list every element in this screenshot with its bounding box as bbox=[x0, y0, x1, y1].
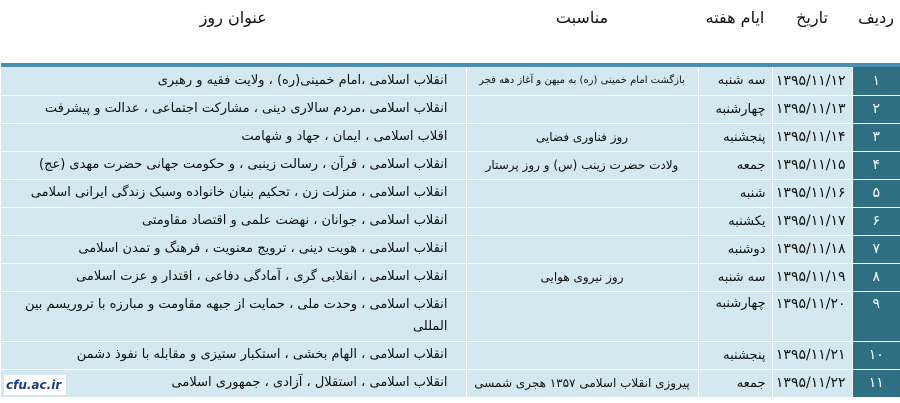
row-number: ۴ bbox=[852, 151, 900, 179]
row-occasion bbox=[466, 95, 698, 123]
table-row bbox=[1, 341, 900, 369]
row-number: ۷ bbox=[852, 235, 900, 263]
row-date: ۱۳۹۵/۱۱/۱۵ bbox=[772, 151, 852, 179]
row-day-title: انقلاب اسلامی ، جوانان ، نهضت علمی و اقتصاد مقاومتی bbox=[1, 207, 467, 235]
table-row bbox=[1, 123, 900, 151]
row-weekday: جمعه bbox=[698, 369, 772, 397]
row-weekday: سه شنبه bbox=[698, 67, 772, 95]
table-row bbox=[1, 291, 900, 341]
row-occasion bbox=[466, 207, 698, 235]
row-day-title: اقلاب اسلامی ، ایمان ، جهاد و شهامت bbox=[1, 123, 467, 151]
table-row bbox=[1, 235, 900, 263]
row-weekday: یکشنبه bbox=[698, 207, 772, 235]
row-number: ۲ bbox=[852, 95, 900, 123]
row-number: ۱۰ bbox=[852, 341, 900, 369]
row-occasion: بازگشت امام خمینی (ره) به میهن و آغاز دهه فجر bbox=[466, 67, 698, 95]
row-number: ۶ bbox=[852, 207, 900, 235]
header-occasion: مناسبت bbox=[466, 0, 698, 63]
row-date: ۱۳۹۵/۱۱/۱۴ bbox=[772, 123, 852, 151]
row-number: ۸ bbox=[852, 263, 900, 291]
row-weekday: پنجشنبه bbox=[698, 123, 772, 151]
row-date: ۱۳۹۵/۱۱/۱۲ bbox=[772, 67, 852, 95]
header-date: تاریخ bbox=[772, 0, 852, 63]
row-date: ۱۳۹۵/۱۱/۱۳ bbox=[772, 95, 852, 123]
table-row bbox=[1, 67, 900, 95]
table-row bbox=[1, 263, 900, 291]
table-header-row bbox=[1, 0, 900, 63]
table-row bbox=[1, 207, 900, 235]
row-number: ۱ bbox=[852, 67, 900, 95]
row-number: ۹ bbox=[852, 291, 900, 341]
site-logo: cfu.ac.ir bbox=[4, 375, 66, 395]
row-weekday: شنبه bbox=[698, 179, 772, 207]
row-number: ۵ bbox=[852, 179, 900, 207]
row-date: ۱۳۹۵/۱۱/۱۸ bbox=[772, 235, 852, 263]
row-day-title: انقلاب اسلامی ،امام خمینی(ره) ، ولایت فقیه و رهبری bbox=[1, 67, 467, 95]
row-day-title: انقلاب اسلامی ، قرآن ، رسالت زینبی ، و حکومت جهانی حضرت مهدی (عج) bbox=[1, 151, 467, 179]
row-date: ۱۳۹۵/۱۱/۲۱ bbox=[772, 341, 852, 369]
row-occasion bbox=[466, 235, 698, 263]
table-row bbox=[1, 179, 900, 207]
row-date: ۱۳۹۵/۱۱/۲۲ bbox=[772, 369, 852, 397]
row-date: ۱۳۹۵/۱۱/۱۷ bbox=[772, 207, 852, 235]
row-occasion: روز نیروی هوایی bbox=[466, 263, 698, 291]
row-weekday: دوشنبه bbox=[698, 235, 772, 263]
table-row bbox=[1, 95, 900, 123]
row-date: ۱۳۹۵/۱۱/۲۰ bbox=[772, 291, 852, 341]
row-occasion bbox=[466, 341, 698, 369]
row-day-title: انقلاب اسلامی ، منزلت زن ، تحکیم بنیان خانواده وسبک زندگی ایرانی اسلامی bbox=[1, 179, 467, 207]
header-day-title: عنوان روز bbox=[1, 0, 467, 63]
row-weekday: جمعه bbox=[698, 151, 772, 179]
table-row bbox=[1, 151, 900, 179]
row-occasion: پیروزی انقلاب اسلامی ۱۳۵۷ هجری شمسی bbox=[466, 369, 698, 397]
row-day-title: انقلاب اسلامی ، الهام بخشی ، استکبار ستیزی و مقابله با نفوذ دشمن bbox=[1, 341, 467, 369]
row-occasion bbox=[466, 179, 698, 207]
header-row-number: ردیف bbox=[852, 0, 900, 63]
row-date: ۱۳۹۵/۱۱/۱۶ bbox=[772, 179, 852, 207]
row-occasion: ولادت حضرت زینب (س) و روز پرستار bbox=[466, 151, 698, 179]
row-date: ۱۳۹۵/۱۱/۱۹ bbox=[772, 263, 852, 291]
row-day-title: انقلاب اسلامی ، انقلابی گری ، آمادگی دفاعی ، اقتدار و عزت اسلامی bbox=[1, 263, 467, 291]
header-weekday: ایام هفته bbox=[698, 0, 772, 63]
row-day-title: انقلاب اسلامی ، هویت دینی ، ترویج معنویت ، فرهنگ و تمدن اسلامی bbox=[1, 235, 467, 263]
row-day-title: انقلاب اسلامی ، وحدت ملی ، حمایت از جبهه مقاومت و مبارزه با تروریسم بین المللی bbox=[1, 291, 467, 341]
row-number: ۱۱ bbox=[852, 369, 900, 397]
row-weekday: پنجشنبه bbox=[698, 341, 772, 369]
row-day-title: انقلاب اسلامی ،مردم سالاری دینی ، مشارکت اجتماعی ، عدالت و پیشرفت bbox=[1, 95, 467, 123]
table-row bbox=[1, 369, 900, 397]
row-weekday: سه شنبه bbox=[698, 263, 772, 291]
row-occasion: روز فناوری فضایی bbox=[466, 123, 698, 151]
row-occasion bbox=[466, 291, 698, 341]
row-day-title: انقلاب اسلامی ، استقلال ، آزادی ، جمهوری اسلامی bbox=[1, 369, 467, 397]
row-number: ۳ bbox=[852, 123, 900, 151]
row-weekday: چهارشنبه bbox=[698, 291, 772, 341]
row-weekday: چهارشنبه bbox=[698, 95, 772, 123]
